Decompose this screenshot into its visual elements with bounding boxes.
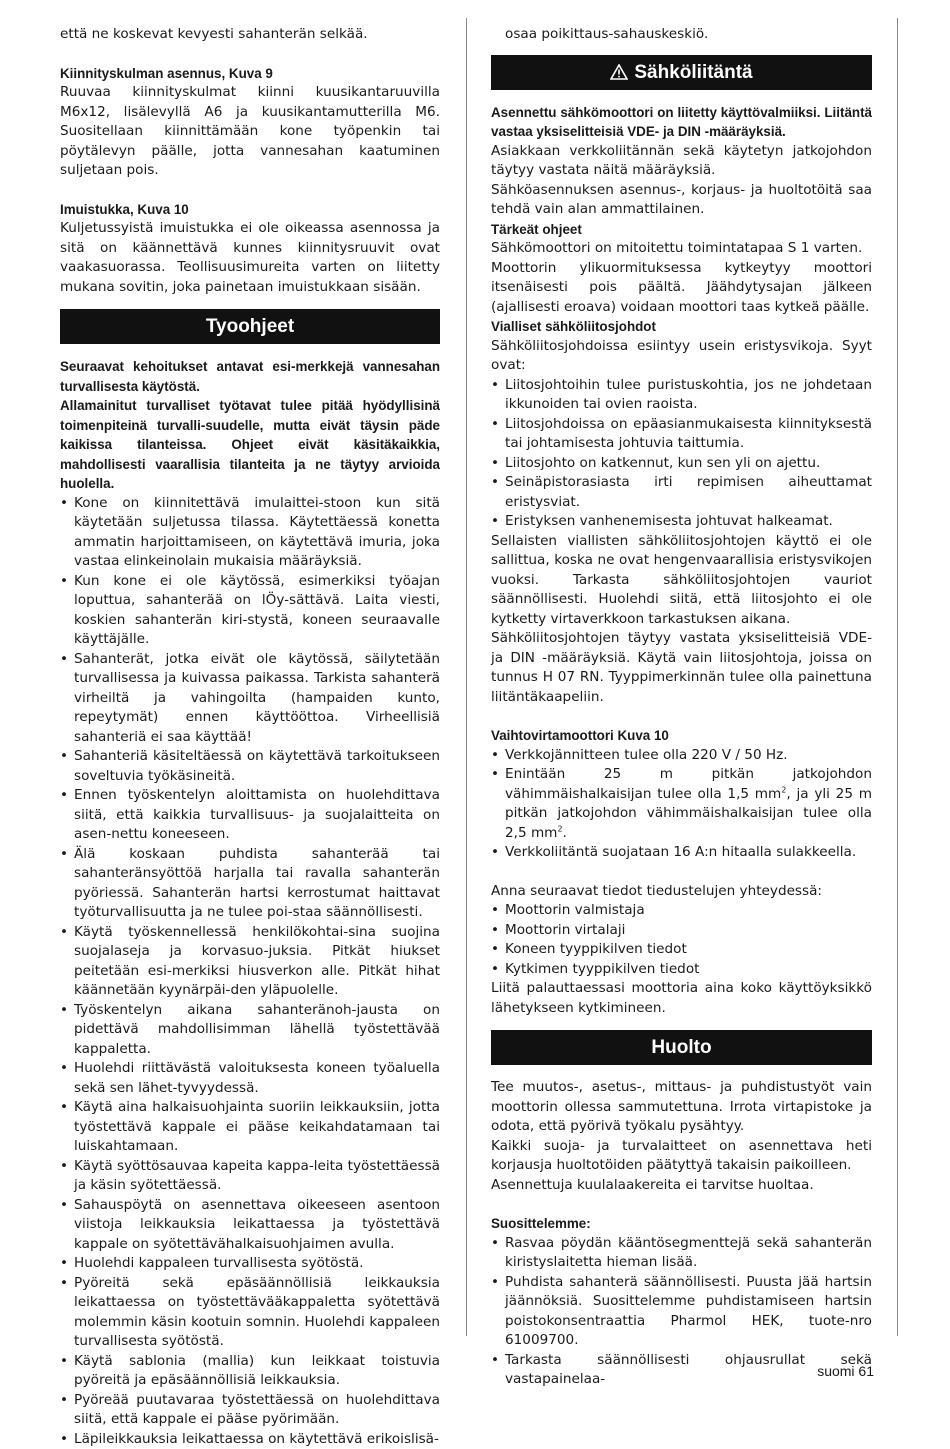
- list-item: • Verkkojännitteen tulee olla 220 V / 50 Hz.: [491, 746, 872, 766]
- recommend-list: [491, 1234, 872, 1390]
- suction-heading: Imuistukka, Kuva 10: [60, 200, 440, 220]
- list-item: • Moottorin valmistaja: [491, 901, 872, 921]
- paragraph: Sähkömoottori on mitoitettu toimintatapaa S 1 varten.: [491, 239, 872, 259]
- list-item: • Käytä aina halkaisuohjainta suoriin leikkauksiin, jotta työstettävä kappale ei pääse keikahdatamaan tai luiskahtamaan.: [60, 1098, 440, 1157]
- electric-intro: Asennettu sähkömoottori on liitetty käyttövalmiiksi. Liitäntä vastaa yksiselitteisiä VDE- ja DIN -määräyksiä.: [491, 103, 872, 142]
- list-item: • Älä koskaan puhdista sahanterää tai sahanteränsyöttöä harjalla tai ravalla sahanterän pyöriessä. Sahanterän hartsi kerrostumat haittavat työturvallisuutta ja ne tulee poi-staa säännöllisesti.: [60, 845, 440, 923]
- list-item: • Sahauspöytä on asennettava oikeeseen asentoon viistoja leikkauksia leikattaessa ja työstettävä kappale on syötettävähalkaisuohjaimen avulla.: [60, 1196, 440, 1255]
- list-item: • Käytä sablonia (mallia) kun leikkaat toistuvia pyöreitä ja epäsäännöllisiä leikkauksia.: [60, 1352, 440, 1391]
- paragraph: Tee muutos-, asetus-, mittaus- ja puhdistustyöt vain moottorin ollessa sammutettuna. Irrota virtapistoke ja odota, että pyörivä työkalu pysähtyy.: [491, 1078, 872, 1137]
- list-item: • Ennen työskentelyn aloittamista on huolehdittava siitä, että kaikkia turvallisuus- ja suojalaitteita on asen-nettu koneeseen.: [60, 786, 440, 845]
- list-item: • Kytkimen tyyppikilven tiedot: [491, 960, 872, 980]
- paragraph: Moottorin ylikuormituksessa kytkeytyy moottori itsenäisesti pois päältä. Jäähdytysajan jälkeen (ajallisesti eroava) voidaan moottori taas kytkeä päälle.: [491, 259, 872, 318]
- paragraph: Sähköliitosjohtojen täytyy vastata yksiselitteisiä VDE- ja DIN -määräyksiä. Käytä vain liitosjohtoja, joissa on tunnus H 07 RN. Tyyppimerkinnän tulee olla painettuna liitäntäkaapeliin.: [491, 629, 872, 707]
- list-item: • Rasvaa pöydän kääntösegmenttejä sekä sahanterän kiristyslaitetta hieman lisää.: [491, 1234, 872, 1273]
- ac-motor-list: [491, 746, 872, 863]
- list-item: • Moottorin virtalaji: [491, 921, 872, 941]
- paragraph: Sähköasennuksen asennus-, korjaus- ja huoltotöitä saa tehdä vain alan ammattilainen.: [491, 181, 872, 220]
- list-item: • Huolehdi kappaleen turvallisesta syötöstä.: [60, 1254, 440, 1274]
- list-item: • Liitosjohdoissa on epäasianmukaisesta kiinnityksestä tai johtamisesta johtuvia taittumia.: [491, 415, 872, 454]
- list-item: • Pyöreitä sekä epäsäännöllisiä leikkauksia leikattaessa on työstettävääkappaletta syötettävä molemmin käsin kootuin somnin. Huolehdi kappaleen turvallisesta syötöstä.: [60, 1274, 440, 1352]
- safety-intro-1: Seuraavat kehoitukset antavat esi-merkkejä vannesahan turvallisesta käytöstä.: [60, 357, 440, 396]
- list-item: • Käytä työskennellessä henkilökohtai-sina suojina suojalaseja ja korvasuo-juksia. Pitkät hiukset peitetään esi-merkiksi hiusverkon alle. Pitkät hihat käännetään kyynärpäi-den yläpuolelle.: [60, 923, 440, 1001]
- column-rule-right: [897, 18, 898, 1336]
- mount-heading: Kiinnityskulman asennus, Kuva 9: [60, 64, 440, 84]
- section-title-text: Sähköliitäntä: [634, 62, 752, 83]
- page-number: suomi 61: [817, 1363, 874, 1379]
- safety-list: [60, 494, 440, 1449]
- continued-text: osaa poikittaus-sahauskeskiö.: [491, 25, 872, 45]
- list-item: • Puhdista sahanterä säännöllisesti. Puusta jää hartsin jäännöksiä. Suosittelemme puhdistamiseen hartsin poistokonsentraattia Pharmol HEK, tuote-nro 61009700.: [491, 1273, 872, 1351]
- list-item: • Työskentelyn aikana sahanteränoh-jausta on pidettävä mahdollisimman lähellä työstettävää kappaletta.: [60, 1001, 440, 1060]
- list-item: • Seinäpistorasiasta irti repimisen aiheuttamat eristysviat.: [491, 473, 872, 512]
- important-heading: Tärkeät ohjeet: [491, 220, 872, 240]
- info-list: [491, 901, 872, 979]
- section-title-work-instructions: Tyoohjeet: [60, 309, 440, 344]
- list-item: • Tarkasta säännöllisesti ohjausrullat sekä vastapainelaa-: [491, 1351, 872, 1390]
- paragraph: Kaikki suoja- ja turvalaitteet on asennettava heti korjausja huoltotöiden päätyttyä takaisin paikoilleen.: [491, 1137, 872, 1176]
- section-title-electrical: [491, 55, 872, 90]
- list-item: • Enintään 25 m pitkän jatkojohdon vähimmäishalkaisijan tulee olla 1,5 $mm^2$, ja yli 25 m pitkän jatkojohdon vähimmäishalkaisijan tulee olla 2,5 $mm^2$.: [491, 765, 872, 843]
- list-item: • Käytä syöttösauvaa kapeita kappa-leita työstettäessä ja käsin syötettäessä.: [60, 1157, 440, 1196]
- list-item: • Eristyksen vanhenemisesta johtuvat halkeamat.: [491, 512, 872, 532]
- list-item: • Liitosjohto on katkennut, kun sen yli on ajettu.: [491, 454, 872, 474]
- list-item: • Sahanterät, jotka eivät ole käytössä, säilytetään turvallisessa ja kuivassa paikassa. Tarkista sahanterä virheiltä ja vahingoilta (hampaiden kunto, repeytymät) ennen käyttööttoa. Virheellisiä sahanteriä ei saa käyttää!: [60, 650, 440, 748]
- list-item: • Koneen tyyppikilven tiedot: [491, 940, 872, 960]
- recommend-heading: Suosittelemme:: [491, 1214, 872, 1234]
- list-item: • Huolehdi riittävästä valoituksesta koneen työaluella sekä sen lähet-tyvyydessä.: [60, 1059, 440, 1098]
- list-item: • Kone on kiinnitettävä imulaittei-stoon kun sitä käytetään suljetussa tilassa. Käytettäessä konetta ammatin harjoittamiseen, on käytettävä imuria, joka vastaa elinkeinolain mukaisia määräyksiä.: [60, 494, 440, 572]
- list-item: • Sahanteriä käsiteltäessä on käytettävä tarkoitukseen soveltuvia työkäsineitä.: [60, 747, 440, 786]
- paragraph: Asiakkaan verkkoliitännän sekä käytetyn jatkojohdon täytyy vastata näitä määräyksiä.: [491, 142, 872, 181]
- safety-intro-2: Allamainitut turvalliset työtavat tulee pitää hyödyllisinä toimenpiteinä turvalli-suudelle, mutta eivät täysin päde kaikissa tilanteissa. Ohjeet eivät käsitäkaikkia, mahdollisesti vaarallisia tilanteita ja ne täytyy arvioida huolella.: [60, 396, 440, 494]
- mount-text: Ruuvaa kiinnityskulmat kiinni kuusikantaruuvilla M6x12, lisälevyllä A6 ja kuusikantamutterilla M6. Suositellaan kiinnittämään kone työpenkin tai pöytälevyn päälle, jotta vannesahan kaatuminen suljetaan pois.: [60, 83, 440, 181]
- paragraph: Sähköliitosjohdoissa esiintyy usein eristysvikoja. Syyt ovat:: [491, 337, 872, 376]
- ac-motor-heading: Vaihtovirtamoottori Kuva 10: [491, 726, 872, 746]
- right-column: [491, 25, 872, 1390]
- list-item: • Pyöreää puutavaraa työstettäessä on huolehdittava siitä, että kappale ei pääse pyörimään.: [60, 1391, 440, 1430]
- section-title-maintenance: Huolto: [491, 1030, 872, 1065]
- continued-text: että ne koskevat kevyesti sahanterän selkää.: [60, 25, 440, 45]
- column-rule-left: [466, 18, 467, 1336]
- list-item: • Liitosjohtoihin tulee puristuskohtia, jos ne johdetaan ikkunoiden tai ovien raoista.: [491, 376, 872, 415]
- cable-faults-list: [491, 376, 872, 532]
- warning-triangle-icon: [610, 55, 628, 90]
- list-item: • Läpileikkauksia leikattaessa on käytettävä erikoislisä-: [60, 1430, 440, 1449]
- list-item: • Kun kone ei ole käytössä, esimerkiksi työajan loputtua, sahanterää on lÖy-sättävä. Laita viesti, koskien sahanterän kiri-stystä, koneen seuraavalle käyttäjälle.: [60, 572, 440, 650]
- paragraph: Sellaisten viallisten sähköliitosjohtojen käyttö ei ole sallittua, koska ne ovat hengenvaarallisia eristysvikojen vuoksi. Tarkasta sähköliitosjohtojen vauriot säännöllisesti. Huolehdi siitä, että liitosjohto ei ole kytketty virtaverkkoon tarkastuksen aikana.: [491, 532, 872, 630]
- suction-text: Kuljetussyistä imuistukka ei ole oikeassa asennossa ja sitä on käännettävä kunnes kiinnitysruuvit ovat vaakasuorassa. Teollisuusimureita varten on liitetty mukana sovitin, joka painetaan imuistukkaan sisään.: [60, 219, 440, 297]
- paragraph: Asennettuja kuulalaakereita ei tarvitse huoltaa.: [491, 1176, 872, 1196]
- list-item: • Verkkoliitäntä suojataan 16 A:n hitaalla sulakkeella.: [491, 843, 872, 863]
- paragraph: Anna seuraavat tiedot tiedustelujen yhteydessä:: [491, 882, 872, 902]
- paragraph: Liitä palauttaessasi moottoria aina koko käyttöyksikkö lähetykseen kytkimineen.: [491, 979, 872, 1018]
- left-column: [60, 25, 440, 1449]
- cables-heading: Vialliset sähköliitosjohdot: [491, 317, 872, 337]
